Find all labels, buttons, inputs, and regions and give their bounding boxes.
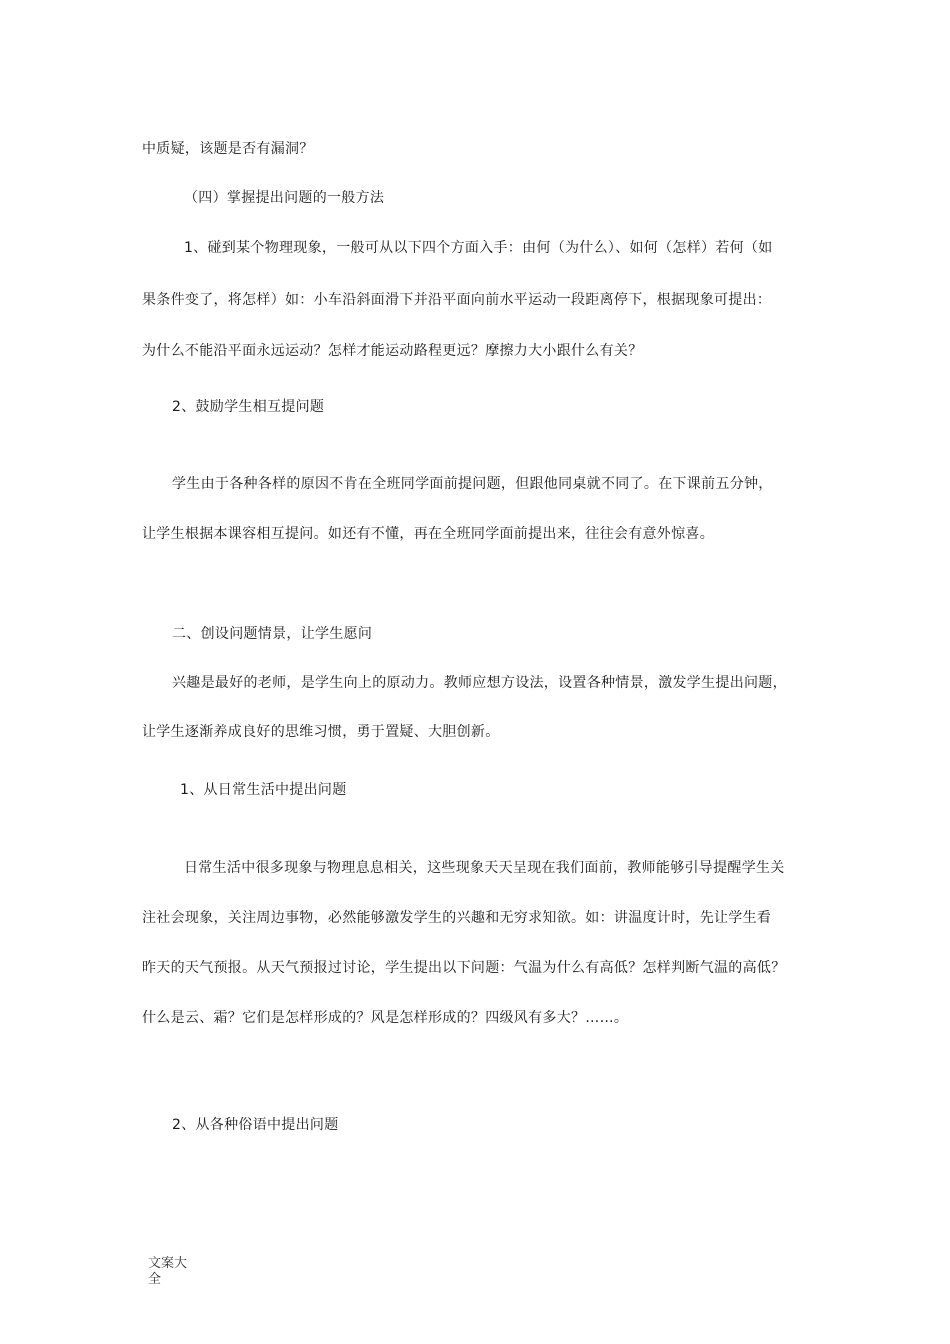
page-footer: 文案大全 bbox=[148, 1256, 188, 1287]
text-line: 中质疑，该题是否有漏洞？ bbox=[142, 141, 314, 157]
section-heading: 2、从各种俗语中提出问题 bbox=[172, 1117, 339, 1133]
section-heading: （四）掌握提出问题的一般方法 bbox=[184, 190, 385, 206]
text-line: 日常生活中很多现象与物理息息相关，这些现象天天呈现在我们面前，教师能够引导提醒学生关 bbox=[184, 860, 785, 876]
text-line: 1、碰到某个物理现象，一般可从以下四个方面入手：由何（为什么）、如何（怎样）若何（如 bbox=[184, 240, 773, 256]
text-line: 让学生根据本课容相互提问。如还有不懂，再在全班同学面前提出来，往往会有意外惊喜。 bbox=[142, 526, 714, 542]
text-line: 什么是云、霜？它们是怎样形成的？风是怎样形成的？四级风有多大？……。 bbox=[142, 1010, 629, 1026]
text-line: 注社会现象，关注周边事物，必然能够激发学生的兴趣和无穷求知欲。如：讲温度计时，先让学生看 bbox=[142, 910, 772, 926]
text-line: 让学生逐渐养成良好的思维习惯，勇于置疑、大胆创新。 bbox=[142, 724, 500, 740]
text-line: 果条件变了，将怎样）如：小车沿斜面滑下并沿平面向前水平运动一段距离停下，根据现象可提出： bbox=[142, 292, 772, 308]
text-line: 兴趣是最好的老师，是学生向上的原动力。教师应想方设法，设置各种情景，激发学生提出问题， bbox=[172, 675, 787, 691]
section-heading: 1、从日常生活中提出问题 bbox=[180, 782, 347, 798]
text-line: 为什么不能沿平面永远运动？怎样才能运动路程更远？摩擦力大小跟什么有关？ bbox=[142, 343, 643, 359]
text-line: 学生由于各种各样的原因不肯在全班同学面前提问题，但跟他同桌就不同了。在下课前五分钟， bbox=[172, 476, 773, 492]
section-heading: 2、鼓励学生相互提问题 bbox=[172, 399, 325, 415]
text-line: 昨天的天气预报。从天气预报过讨论，学生提出以下问题：气温为什么有高低？怎样判断气温的高低？ bbox=[142, 960, 786, 976]
section-heading: 二、创设问题情景，让学生愿问 bbox=[172, 626, 373, 642]
